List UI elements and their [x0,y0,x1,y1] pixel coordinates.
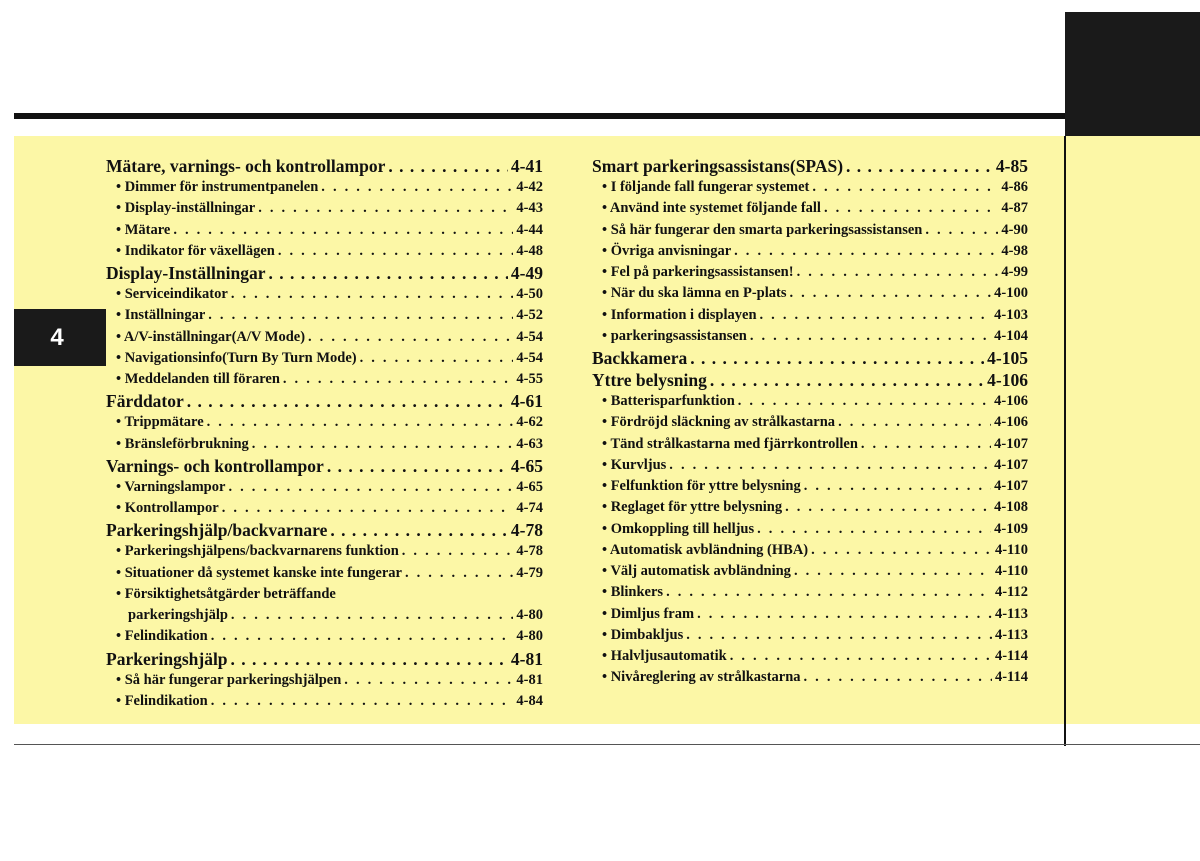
toc-label: • Dimmer för instrumentpanelen [116,179,319,195]
toc-label: • Felindikation [116,692,208,709]
toc-heading[interactable] [592,155,1028,177]
dot-leader [231,648,508,670]
toc-entry[interactable] [592,241,1028,262]
toc-page-number: 4-81 [510,648,543,669]
dot-leader [811,540,992,561]
toc-label: Parkeringshjälp/backvarnare [106,520,328,541]
toc-label: • Batterisparfunktion [602,393,735,409]
toc-entry[interactable] [106,241,543,262]
toc-page-number: 4-113 [994,605,1028,622]
toc-heading[interactable] [106,155,543,177]
toc-label: Display-Inställningar [106,263,266,283]
toc-page-number: 4-54 [516,328,543,345]
toc-entry[interactable] [106,198,543,219]
chapter-number: 4 [50,323,64,351]
toc-heading[interactable] [592,369,1028,391]
toc-page-number: 4-42 [516,179,543,195]
toc-page-number: 4-52 [516,307,543,324]
dot-leader [750,326,991,347]
toc-page-number: 4-106 [994,414,1028,431]
toc-page-number: 4-81 [516,671,543,688]
toc-label: • Välj automatisk avbländning [602,563,791,579]
toc-page-number: 4-84 [516,692,543,709]
toc-label: • Felfunktion för yttre belysning [602,478,801,494]
toc-page-number: 4-63 [516,435,543,452]
toc-page-number: 4-41 [510,156,543,176]
toc-page-number: 4-98 [1001,242,1028,259]
toc-label: • Bränsleförbrukning [116,435,249,452]
toc-label: • Automatisk avbländning (HBA) [602,541,809,558]
dot-leader [669,455,991,476]
toc-entry[interactable] [592,540,1028,561]
toc-page-number: 4-48 [516,242,543,259]
toc-page-number: 4-78 [516,543,543,560]
dot-leader [268,262,507,284]
bottom-rule [14,744,1200,745]
toc-entry[interactable] [592,604,1028,625]
toc-label: Mätare, varnings- och kontrollampor [106,156,386,176]
toc-right-column [592,155,1028,689]
toc-entry[interactable] [592,455,1028,476]
toc-label: • Tänd strålkastarna med fjärrkontrollen [602,435,858,452]
toc-page-number: 4-104 [994,327,1028,344]
toc-page-number: 4-105 [987,348,1028,368]
dot-leader [344,670,513,691]
toc-label: • Meddelanden till föraren [116,371,280,387]
chapter-tab [14,309,106,366]
toc-entry[interactable] [106,348,543,369]
toc-heading[interactable] [592,347,1028,369]
toc-page-number: 4-80 [516,628,543,645]
toc-entry[interactable] [106,369,543,390]
toc-entry[interactable] [592,283,1028,304]
toc-page-number: 4-107 [994,435,1028,452]
toc-page-number: 4-106 [994,393,1028,409]
toc-label: • Inställningar [116,307,206,324]
toc-label: • Försiktighetsåtgärder beträffande [116,585,336,602]
toc-entry[interactable] [106,327,543,348]
toc-label: • parkeringsassistansen [602,327,747,344]
toc-label: • Varningslampor [116,478,226,495]
toc-page-number: 4-50 [516,286,543,302]
toc-label: • Situationer då systemet kanske inte fungerar [116,564,402,581]
corner-block [1065,12,1200,136]
toc-entry[interactable] [592,625,1028,646]
toc-entry[interactable] [106,541,543,562]
toc-entry[interactable] [592,561,1028,582]
toc-page-number: 4-99 [1001,264,1028,280]
toc-entry[interactable] [592,667,1028,688]
dot-leader [360,348,514,369]
dot-leader [824,198,998,219]
toc-label: • Omkoppling till helljus [602,520,755,537]
toc-entry[interactable] [592,497,1028,518]
toc-heading[interactable] [106,648,543,670]
toc-entry[interactable] [106,220,543,241]
dot-leader [797,262,999,283]
toc-label: • Reglaget för yttre belysning [602,499,783,516]
toc-page-number: 4-55 [516,371,543,387]
dot-leader [812,177,998,198]
toc-page-number: 4-54 [516,349,543,366]
toc-page-number: 4-107 [994,456,1028,473]
toc-page-number: 4-44 [516,221,543,238]
dot-leader [730,646,992,667]
toc-entry[interactable] [106,498,543,519]
toc-label: • Serviceindikator [116,286,228,302]
toc-page-number: 4-78 [510,520,543,541]
toc-page-number: 4-74 [516,500,543,516]
dot-leader [925,220,998,241]
toc-entry[interactable] [106,691,543,712]
toc-page-number: 4-85 [995,156,1028,176]
toc-label: • Så här fungerar den smarta parkeringsassistansen [602,221,923,238]
toc-label: • Kontrollampor [116,500,219,516]
toc-page-number: 4-110 [994,541,1028,558]
toc-label: Yttre belysning [592,370,707,390]
toc-entry[interactable] [592,220,1028,241]
toc-page-number: 4-62 [516,414,543,431]
toc-page-number: 4-112 [994,584,1028,601]
toc-entry[interactable] [106,670,543,691]
top-rule [14,113,1065,119]
toc-page-number: 4-49 [510,263,543,283]
dot-leader [330,519,508,541]
toc-label: Backkamera [592,348,688,368]
toc-entry[interactable] [592,519,1028,540]
dot-leader [228,477,513,498]
toc-entry[interactable] [106,284,543,305]
toc-page-number: 4-86 [1001,179,1028,195]
toc-entry[interactable] [106,434,543,455]
toc-label: Smart parkeringsassistans(SPAS) [592,156,844,176]
toc-page-number: 4-61 [510,391,543,412]
dot-leader [760,305,992,326]
dot-leader [785,497,991,518]
toc-label: • Blinkers [602,584,664,601]
toc-page-number: 4-107 [994,478,1028,494]
toc-heading[interactable] [106,390,543,412]
toc-entry[interactable] [106,626,543,647]
dot-leader [794,561,992,582]
toc-entry[interactable] [592,177,1028,198]
dot-leader [861,434,991,455]
toc-label: • Fördröjd släckning av strålkastarna [602,414,836,431]
toc-label: Varnings- och kontrollampor [106,455,324,476]
toc-entry[interactable] [592,262,1028,283]
dot-leader [738,391,991,412]
toc-entry[interactable] [106,477,543,498]
toc-page-number: 4-103 [994,306,1028,323]
dot-leader [405,563,513,584]
dot-leader [258,198,513,219]
dot-leader [846,155,993,177]
toc-label: • Kurvljus [602,456,667,473]
dot-leader [231,605,513,626]
toc-label: • När du ska lämna en P-plats [602,285,787,302]
toc-label: • A/V-inställningar(A/V Mode) [116,328,306,345]
toc-entry[interactable] [592,434,1028,455]
toc-label: • Dimljus fram [602,605,695,622]
toc-page-number: 4-87 [1001,200,1028,217]
toc-page-number: 4-90 [1001,221,1028,238]
toc-page-number: 4-65 [510,455,543,476]
toc-page-number: 4-108 [994,499,1028,516]
toc-label: • Navigationsinfo(Turn By Turn Mode) [116,349,357,366]
dot-leader [686,625,992,646]
dot-leader [283,369,514,390]
toc-heading[interactable] [106,519,543,541]
toc-label: parkeringshjälp [128,607,228,623]
dot-leader [697,604,992,625]
dot-leader [710,369,984,391]
toc-entry[interactable] [106,412,543,433]
toc-label: • Så här fungerar parkeringshjälpen [116,671,342,688]
dot-leader [402,541,514,562]
toc-page-number: 4-65 [516,478,543,495]
toc-label: Färddator [106,391,184,412]
dot-leader [231,284,514,305]
dot-leader [666,582,992,603]
dot-leader [208,305,513,326]
dot-leader [789,283,991,304]
toc-label: • Mätare [116,221,171,238]
toc-label: • Parkeringshjälpens/backvarnarens funktion [116,543,399,560]
dot-leader [321,177,513,198]
dot-leader [327,455,508,477]
right-rule [1064,136,1066,746]
dot-leader [173,220,513,241]
toc-heading[interactable] [106,455,543,477]
toc-label: • Felindikation [116,628,208,645]
toc-label: • Använd inte systemet följande fall [602,200,821,217]
toc-entry[interactable] [592,305,1028,326]
toc-entry[interactable] [592,326,1028,347]
toc-entry[interactable] [106,177,543,198]
dot-leader [308,327,513,348]
toc-entry[interactable] [106,584,543,605]
toc-entry[interactable] [592,646,1028,667]
toc-page-number: 4-114 [994,648,1028,664]
toc-page-number: 4-110 [994,563,1028,579]
toc-page-number: 4-79 [516,564,543,581]
dot-leader [252,434,514,455]
toc-label: • Display-inställningar [116,200,256,217]
dot-leader [211,691,514,712]
toc-page-number: 4-114 [994,669,1028,686]
dot-leader [278,241,514,262]
toc-entry[interactable] [592,476,1028,497]
toc-label: • Dimbakljus [602,626,684,643]
dot-leader [757,519,991,540]
toc-label: • Indikator för växellägen [116,242,275,259]
toc-page-number: 4-43 [516,200,543,217]
toc-page-number: 4-106 [987,370,1028,390]
dot-leader [211,626,514,647]
dot-leader [838,412,991,433]
toc-entry[interactable] [106,563,543,584]
toc-entry[interactable] [106,305,543,326]
toc-entry[interactable] [592,391,1028,412]
toc-heading[interactable] [106,262,543,284]
toc-left-column [106,155,543,712]
dot-leader [388,155,508,177]
toc-page-number: 4-100 [994,285,1028,302]
dot-leader [734,241,998,262]
toc-entry[interactable] [592,412,1028,433]
dot-leader [804,476,991,497]
toc-label: • Trippmätare [116,414,204,431]
dot-leader [222,498,514,519]
toc-label: • Halvljusautomatik [602,648,727,664]
toc-panel-margin [1066,136,1200,724]
toc-label: Parkeringshjälp [106,648,228,669]
dot-leader [187,390,508,412]
toc-label: • Övriga anvisningar [602,242,732,259]
dot-leader [804,667,992,688]
toc-label: • Fel på parkeringsassistansen! [602,264,794,280]
toc-page-number: 4-109 [994,520,1028,537]
toc-label: • Information i displayen [602,306,757,323]
toc-label: • I följande fall fungerar systemet [602,179,810,195]
toc-entry[interactable] [106,605,543,626]
dot-leader [207,412,514,433]
toc-label: • Nivåreglering av strålkastarna [602,669,801,686]
toc-page-number: 4-113 [994,626,1028,643]
toc-page-number: 4-80 [516,607,543,623]
dot-leader [690,347,984,369]
toc-entry[interactable] [592,582,1028,603]
toc-entry[interactable] [592,198,1028,219]
